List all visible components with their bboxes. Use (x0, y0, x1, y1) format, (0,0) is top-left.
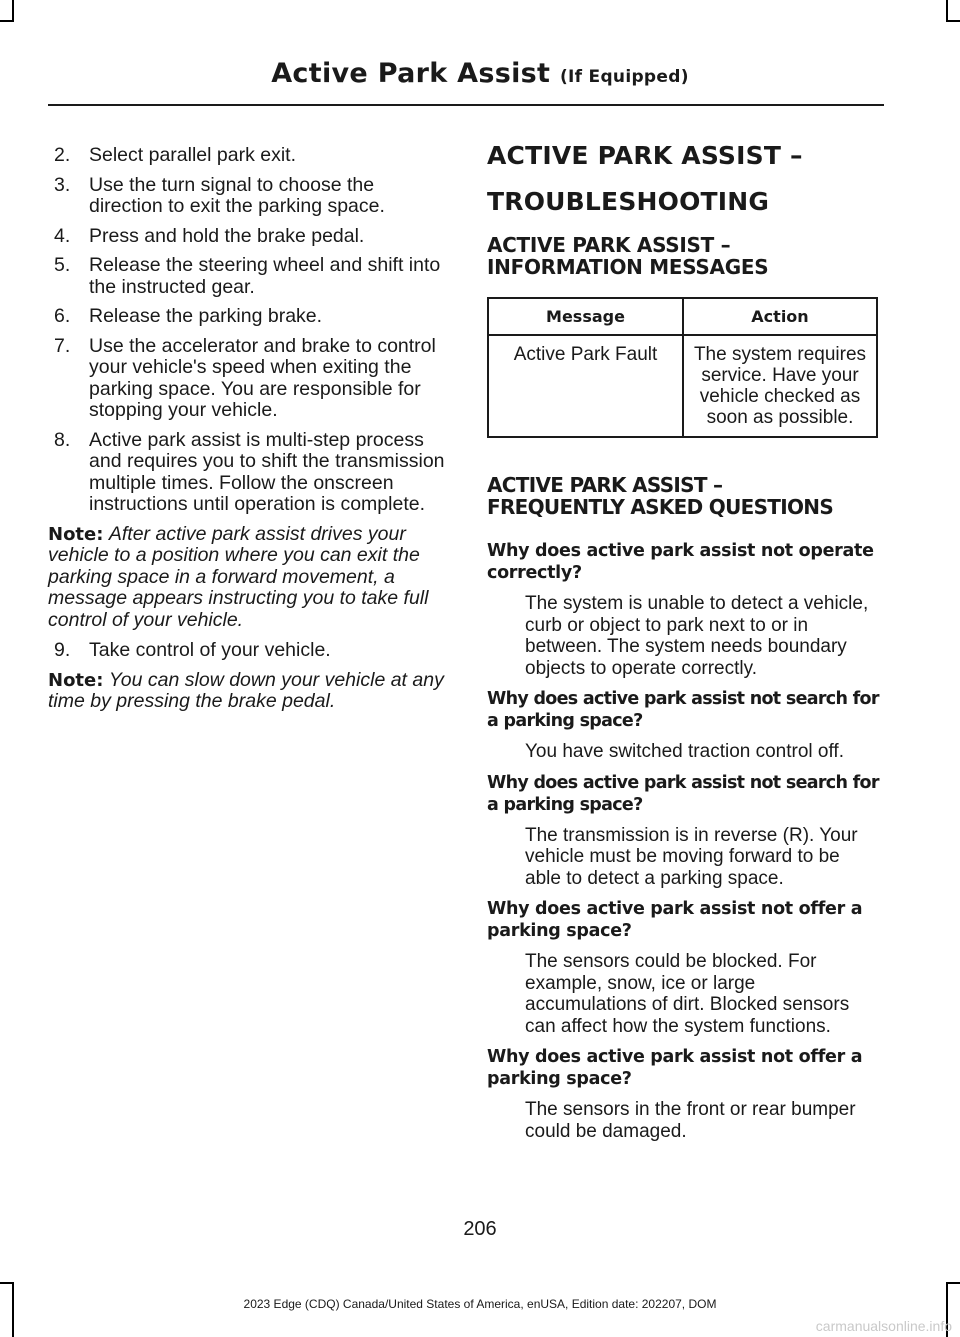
crop-mark (946, 0, 948, 22)
faq-item (487, 540, 880, 679)
table-cell-message: Active Park Fault (488, 335, 683, 437)
heading-line: ACTIVE PARK ASSIST – (487, 473, 723, 497)
page-title-text: Active Park Assist (271, 58, 551, 89)
section-heading-info-messages (487, 234, 880, 278)
step-item (48, 336, 448, 422)
step-text: Release the steering wheel and shift into the instructed gear. (89, 254, 441, 298)
step-text: Active park assist is multi-step process and requires you to shift the transmission multiple times. Follow the onscreen instructions until operation is complete. (89, 428, 445, 515)
note-text: After active park assist drives your vehicle to a position where you can exit the parking space in a forward movement, a message appears instructing you to take full control of your vehicle. (48, 522, 429, 631)
step-number: 9. (54, 639, 71, 661)
step-item (48, 255, 448, 298)
faq-item (487, 898, 880, 1037)
heading-line: INFORMATION MESSAGES (487, 255, 769, 279)
step-item (48, 226, 448, 248)
watermark: carmanualsonline.info (815, 1318, 952, 1334)
faq-answer: You have switched traction control off. (525, 741, 844, 762)
heading-line: TROUBLESHOOTING (487, 187, 770, 216)
faq-question: Why does active park assist not offer a parking space? (487, 899, 863, 941)
right-column (487, 140, 880, 1151)
table-row (488, 335, 877, 437)
note (48, 670, 448, 713)
crop-mark (12, 0, 14, 22)
faq-item (487, 1046, 880, 1142)
section-heading-troubleshooting (487, 140, 880, 217)
heading-line: ACTIVE PARK ASSIST – (487, 141, 803, 170)
step-text: Use the accelerator and brake to control your vehicle's speed when exiting the parking space. You are responsible for stopping your vehicle. (89, 334, 436, 421)
step-number: 6. (54, 305, 71, 327)
faq-answer: The system is unable to detect a vehicle, curb or object to park next to or in between. The system needs boundary objects to operate correctly. (525, 593, 869, 679)
step-text: Release the parking brake. (89, 305, 323, 327)
faq-question: Why does active park assist not operate correctly? (487, 541, 874, 583)
page-title (0, 58, 960, 89)
faq-question: Why does active park assist not search for a parking space? (487, 772, 879, 815)
note-label: Note: (48, 669, 104, 691)
page-title-suffix: (If Equipped) (559, 67, 689, 87)
faq-question: Why does active park assist not search for a parking space? (487, 689, 879, 731)
note (48, 524, 448, 632)
step-item (48, 430, 448, 516)
heading-line: FREQUENTLY ASKED QUESTIONS (487, 495, 834, 519)
faq-item (487, 772, 880, 890)
column-header-action: Action (683, 298, 877, 335)
footer-edition-info: 2023 Edge (CDQ) Canada/United States of America, enUSA, Edition date: 202207, DOM (243, 1297, 717, 1311)
step-item (48, 306, 448, 328)
step-text: Take control of your vehicle. (89, 639, 331, 661)
step-item (48, 145, 448, 167)
section-heading-faq (487, 474, 880, 518)
header-divider (48, 104, 884, 106)
step-number: 5. (54, 254, 71, 276)
step-number: 2. (54, 144, 71, 166)
column-header-message: Message (488, 298, 683, 335)
crop-mark (0, 20, 14, 22)
step-number: 3. (54, 173, 71, 196)
table-header-row (488, 298, 877, 335)
step-number: 7. (54, 334, 71, 357)
step-number: 8. (54, 428, 71, 451)
table-cell-action: The system requires service. Have your vehicle checked as soon as possible. (683, 335, 877, 437)
faq-answer: The sensors could be blocked. For example, snow, ice or large accumulations of dirt. Blocked sensors can affect how the system functions. (525, 951, 850, 1037)
faq-question: Why does active park assist not offer a parking space? (487, 1047, 863, 1089)
note-text: You can slow down your vehicle at any time by pressing the brake pedal. (48, 668, 444, 712)
crop-mark (946, 1282, 960, 1284)
faq-answer: The transmission is in reverse (R). Your vehicle must be moving forward to be able to detect a parking space. (525, 824, 858, 889)
step-item (48, 640, 448, 662)
messages-table (487, 297, 878, 438)
heading-line: ACTIVE PARK ASSIST – (487, 233, 731, 257)
step-text: Press and hold the brake pedal. (89, 224, 365, 247)
crop-mark (0, 1282, 14, 1284)
step-item (48, 175, 448, 218)
crop-mark (946, 20, 960, 22)
page-number: 206 (463, 1218, 497, 1240)
left-column (48, 145, 448, 722)
faq-item (487, 688, 880, 763)
note-label: Note: (48, 523, 104, 545)
step-text: Use the turn signal to choose the direction to exit the parking space. (89, 173, 385, 217)
step-text: Select parallel park exit. (89, 144, 297, 166)
faq-answer: The sensors in the front or rear bumper could be damaged. (525, 1099, 856, 1142)
step-number: 4. (54, 224, 71, 247)
